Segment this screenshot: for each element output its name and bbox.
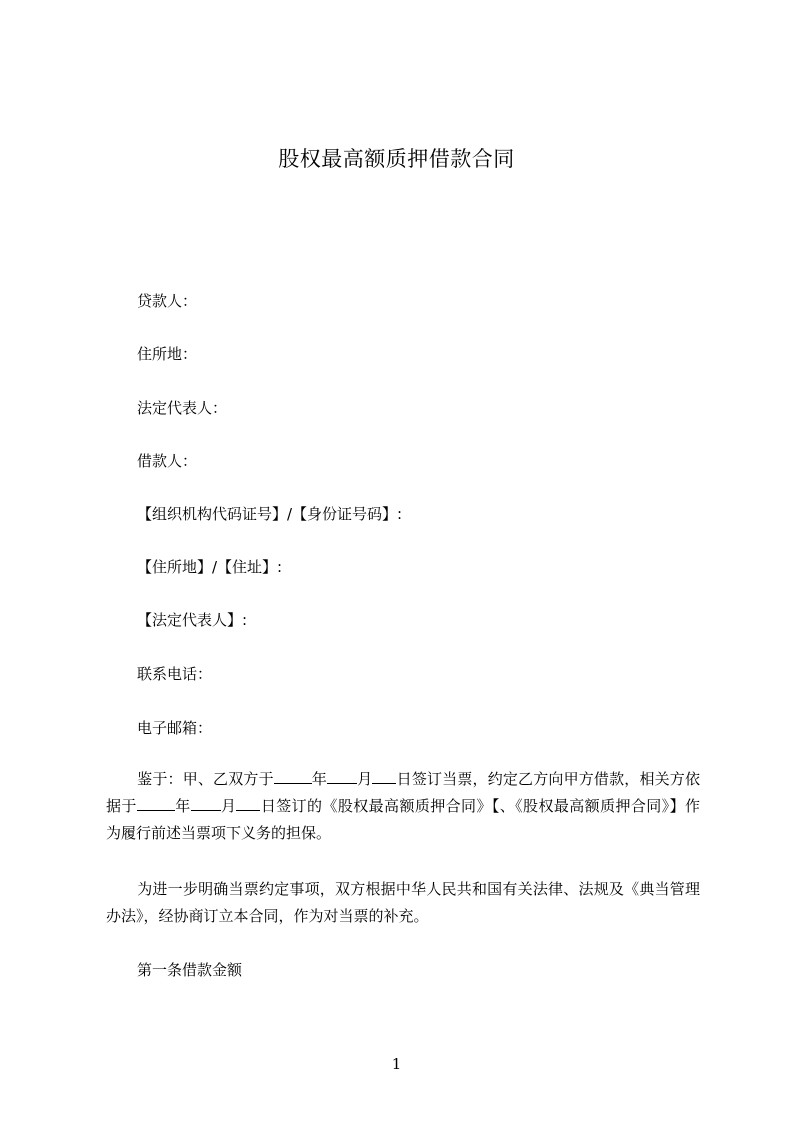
recital-paragraph: 鉴于：甲、乙双方于 年 月 日签订当票，约定乙方向甲方借款，相关方依据于 年 月 日签订的《股权最高额质押合同》【、《股权最高额质押合同》】作为履行前述当票项下义务的担保。	[106, 770, 700, 842]
month-blank	[327, 769, 357, 784]
borrower-field: 借款人：	[137, 452, 198, 470]
year-blank	[274, 769, 312, 784]
article-1-heading: 第一条借款金额	[137, 961, 243, 979]
borrower-legal-rep-field: 【法定代表人】:	[137, 611, 248, 629]
phone-field: 联系电话：	[137, 665, 213, 683]
day-blank	[236, 796, 260, 811]
lender-legal-rep-field: 法定代表人：	[137, 399, 228, 417]
purpose-paragraph: 为进一步明确当票约定事项，双方根据中华人民共和国有关法律、法规及《典当管理办法》，经协商订立本合同，作为对当票的补充。	[106, 880, 700, 925]
year-blank	[137, 796, 175, 811]
borrower-id-field: 【组织机构代码证号】/【身份证号码】:	[137, 505, 403, 523]
day-blank	[372, 769, 396, 784]
document-title: 股权最高额质押借款合同	[278, 147, 515, 171]
lender-field: 贷款人：	[137, 292, 198, 310]
email-field: 电子邮箱：	[137, 719, 213, 737]
lender-address-field: 住所地：	[137, 345, 198, 363]
borrower-address-field: 【住所地】/【住址】:	[137, 558, 283, 576]
month-blank	[191, 796, 221, 811]
page-number: 1	[391, 1055, 402, 1073]
